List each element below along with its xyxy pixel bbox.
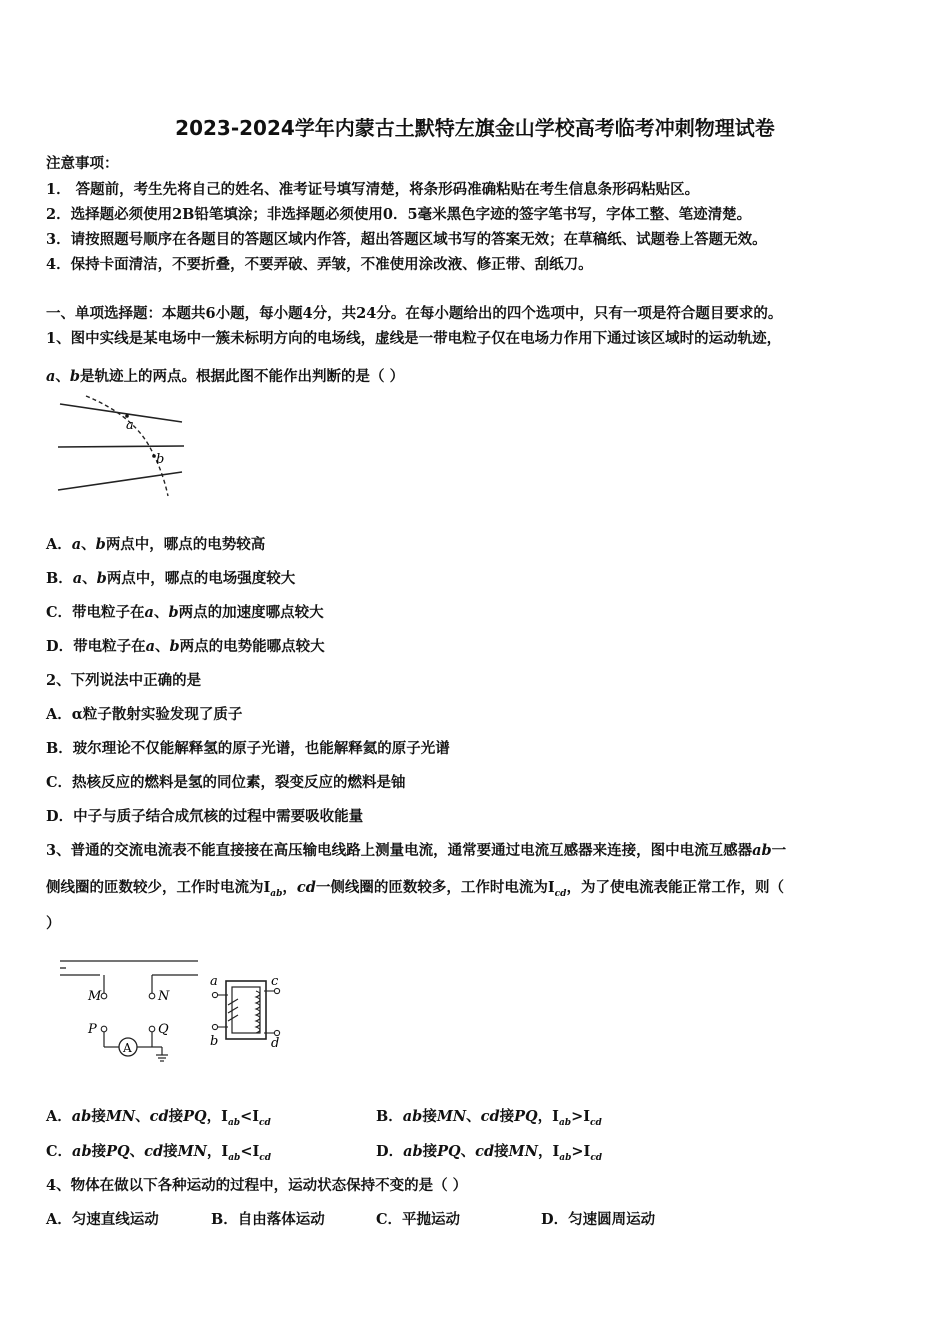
- q1-option-d[interactable]: D．带电粒子在a、b两点的电势能哪点较大: [46, 638, 325, 655]
- q3-stem-line2: 侧线圈的匝数较少，工作时电流为$I_{ab}$，cd一侧线圈的匝数较多，工作时电流为$I_{cd}$，为了使电流表能正常工作，则（: [46, 879, 784, 899]
- q1-option-b[interactable]: B．a、b两点中，哪点的电场强度较大: [46, 570, 296, 587]
- point-label-a: a: [126, 418, 134, 433]
- terminal-label-d: d: [271, 1036, 280, 1051]
- ammeter-label: A: [123, 1041, 132, 1055]
- notice-item: 1． 答题前，考生先将自己的姓名、准考证号填写清楚，将条形码准确粘贴在考生信息条形码粘贴区。: [46, 181, 700, 198]
- terminal-label-q: Q: [158, 1022, 169, 1037]
- q4-stem: 4、物体在做以下各种运动的过程中，运动状态保持不变的是（ ）: [46, 1177, 468, 1194]
- q3-option-c[interactable]: C．ab接PQ、cd接MN，$I_{ab}<I_{cd}$: [46, 1143, 272, 1163]
- q4-option-b[interactable]: B．自由落体运动: [211, 1211, 325, 1228]
- point-label-b: b: [156, 452, 165, 467]
- terminal-label-p: P: [88, 1022, 97, 1037]
- q2-option-a[interactable]: A．α粒子散射实验发现了质子: [46, 706, 243, 723]
- field-line: [60, 404, 182, 422]
- notice-item: 4．保持卡面清洁，不要折叠，不要弄破、弄皱，不准使用涂改液、修正带、刮纸刀。: [46, 256, 593, 273]
- q2-option-c[interactable]: C．热核反应的燃料是氢的同位素，裂变反应的燃料是铀: [46, 774, 406, 791]
- q3-option-a[interactable]: A．ab接MN、cd接PQ，$I_{ab}<I_{cd}$: [46, 1108, 271, 1128]
- q3-stem-line3: ）: [46, 915, 61, 932]
- q3-option-d[interactable]: D．ab接PQ、cd接MN，$I_{ab}>I_{cd}$: [376, 1143, 603, 1163]
- terminal-label-a: a: [210, 974, 218, 989]
- section-heading: 一、单项选择题：本题共6小题，每小题4分，共24分。在每小题给出的四个选项中，只有一项是符合题目要求的。: [46, 305, 783, 322]
- q1-stem-line2: a、b是轨迹上的两点。根据此图不能作出判断的是（ ）: [46, 368, 405, 385]
- q2-stem: 2、下列说法中正确的是: [46, 672, 202, 689]
- terminal-label-c: c: [271, 974, 279, 989]
- q4-option-a[interactable]: A．匀速直线运动: [46, 1211, 159, 1228]
- page-title: 2023-2024学年内蒙古土默特左旗金山学校高考临考冲刺物理试卷: [175, 116, 775, 140]
- q1-stem: 1、图中实线是某电场中一簇未标明方向的电场线，虚线是一带电粒子仅在电场力作用下通过该区域时的运动轨迹，: [46, 330, 782, 347]
- q3-option-b[interactable]: B．ab接MN、cd接PQ，$I_{ab}>I_{cd}$: [376, 1108, 602, 1128]
- notice-heading: 注意事项：: [46, 155, 119, 172]
- q2-option-b[interactable]: B．玻尔理论不仅能解释氢的原子光谱，也能解释氦的原子光谱: [46, 740, 450, 757]
- q2-option-d[interactable]: D．中子与质子结合成氘核的过程中需要吸收能量: [46, 808, 364, 825]
- current-transformer-figure: [52, 955, 292, 1067]
- q1-option-a[interactable]: A．a、b两点中，哪点的电势较高: [46, 536, 266, 553]
- q4-option-c[interactable]: C．平抛运动: [376, 1211, 461, 1228]
- electric-field-figure: [52, 392, 192, 504]
- notice-item: 2．选择题必须使用2B铅笔填涂；非选择题必须使用0．5毫米黑色字迹的签字笔书写，字体工整、笔迹清楚。: [46, 206, 752, 223]
- field-line: [58, 446, 184, 447]
- q4-option-d[interactable]: D．匀速圆周运动: [541, 1211, 656, 1228]
- notice-item: 3．请按照题号顺序在各题目的答题区域内作答，超出答题区域书写的答案无效；在草稿纸、试题卷上答题无效。: [46, 231, 767, 248]
- q1-option-c[interactable]: C．带电粒子在a、b两点的加速度哪点较大: [46, 604, 324, 621]
- terminal-label-n: N: [158, 989, 170, 1004]
- terminal-label-m: M: [88, 989, 102, 1004]
- terminal-label-b: b: [210, 1034, 219, 1049]
- q3-stem: 3、普通的交流电流表不能直接接在高压输电线路上测量电流，通常要通过电流互感器来连接，图中电流互感器ab一: [46, 842, 787, 859]
